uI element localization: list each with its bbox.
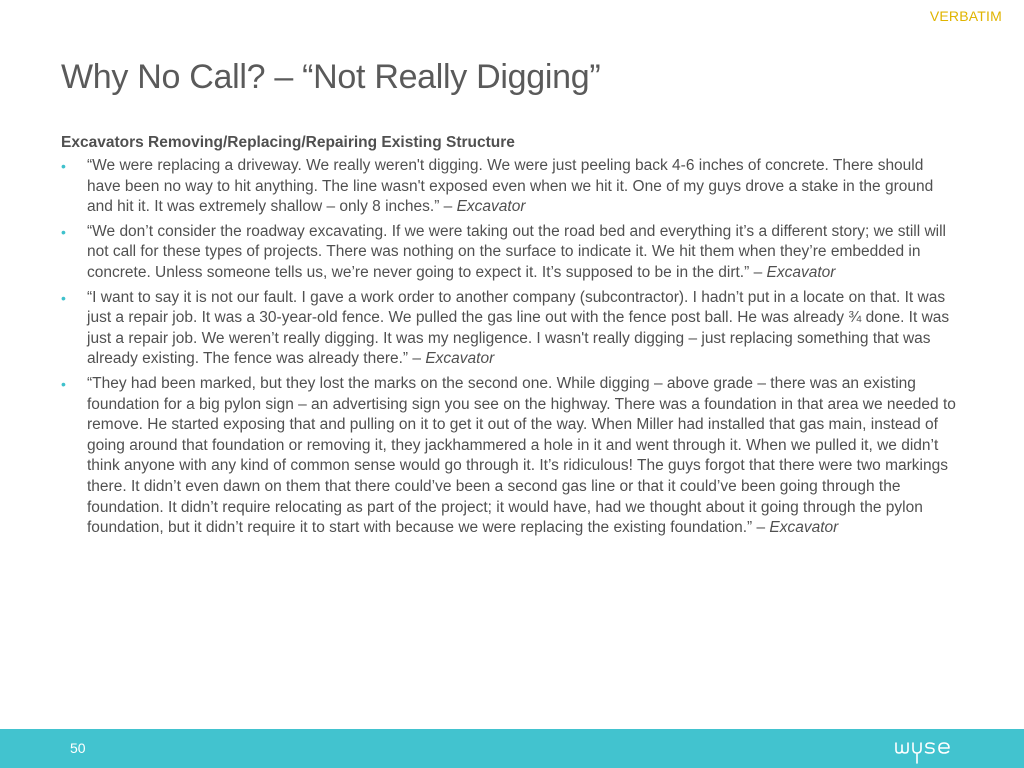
quote-source: Excavator (456, 198, 526, 216)
page-number: 50 (70, 740, 86, 756)
bullet-dot-icon: • (61, 289, 66, 306)
quote-source: Excavator (769, 519, 839, 537)
footer-bar (0, 729, 1024, 768)
section-subheading: Excavators Removing/Replacing/Repairing Existing Structure (61, 134, 515, 151)
bullet-dot-icon: • (61, 223, 66, 240)
verbatim-tag: VERBATIM (929, 8, 1002, 24)
bullet-dot-icon: • (61, 158, 66, 174)
wyse-logo-icon (894, 735, 964, 765)
quote-text: “I want to say it is not our fault. I gave a work order to another company (subcontractor). I hadn’t put in a locate on that. It was just a repair job. It was a 30-year-old fence. We pulled the gas line out with the fence post ball. He was already ¾ done. It was just a repair job. We weren’t really digging. It was my negligence. I wasn't really digging – just replacing something that was already existing. The fence was already there.” – (87, 288, 950, 368)
quote-item (61, 222, 961, 284)
content-area (61, 133, 961, 543)
quote-item (61, 374, 961, 539)
quote-item (61, 288, 961, 370)
quote-source: Excavator (766, 263, 836, 281)
quote-text: “We don’t consider the roadway excavating. If we were taking out the road bed and everything it’s a different story; we still will not call for these types of projects. There was nothing on the surface to indicate it. We hit them when they’re embedded in concrete. Unless someone tells us, we’re never going to expect it. It’s supposed to be in the dirt.” – (87, 222, 946, 281)
quote-list (61, 156, 961, 539)
page-title: Why No Call? – “Not Really Digging” (61, 58, 601, 96)
quote-source: Excavator (425, 350, 495, 368)
quote-text: “We were replacing a driveway. We really weren't digging. We were just peeling back 4-6 inches of concrete. There should have been no way to hit anything. The line wasn't exposed even when we hit it. One of my guys drove a stake in the ground and hit it. It was extremely shallow – only 8 inches.” – (87, 157, 934, 216)
bullet-dot-icon: • (61, 375, 66, 392)
quote-item (61, 156, 961, 218)
quote-text: “They had been marked, but they lost the marks on the second one. While digging – above grade – there was an existing foundation for a big pylon sign – an advertising sign you see on the highway. There was a foundation in that area we needed to remove. He started exposing that and pulling on it to get it out of the way. When Miller had installed that gas main, instead of going around that foundation or removing it, they jackhammered a hole in it and went through it. When we pulled it, we didn’t think anyone with any kind of common sense would go through it. It’s ridiculous! The guys forgot that there were two markings there. It didn’t even dawn on them that there could’ve been a second gas line or that it could’ve been going through the foundation. It didn’t require relocating as part of the project; it would have, had we thought about it going through the pylon foundation, but it didn’t require it to start with because we were replacing the existing foundation.” – (87, 374, 956, 537)
